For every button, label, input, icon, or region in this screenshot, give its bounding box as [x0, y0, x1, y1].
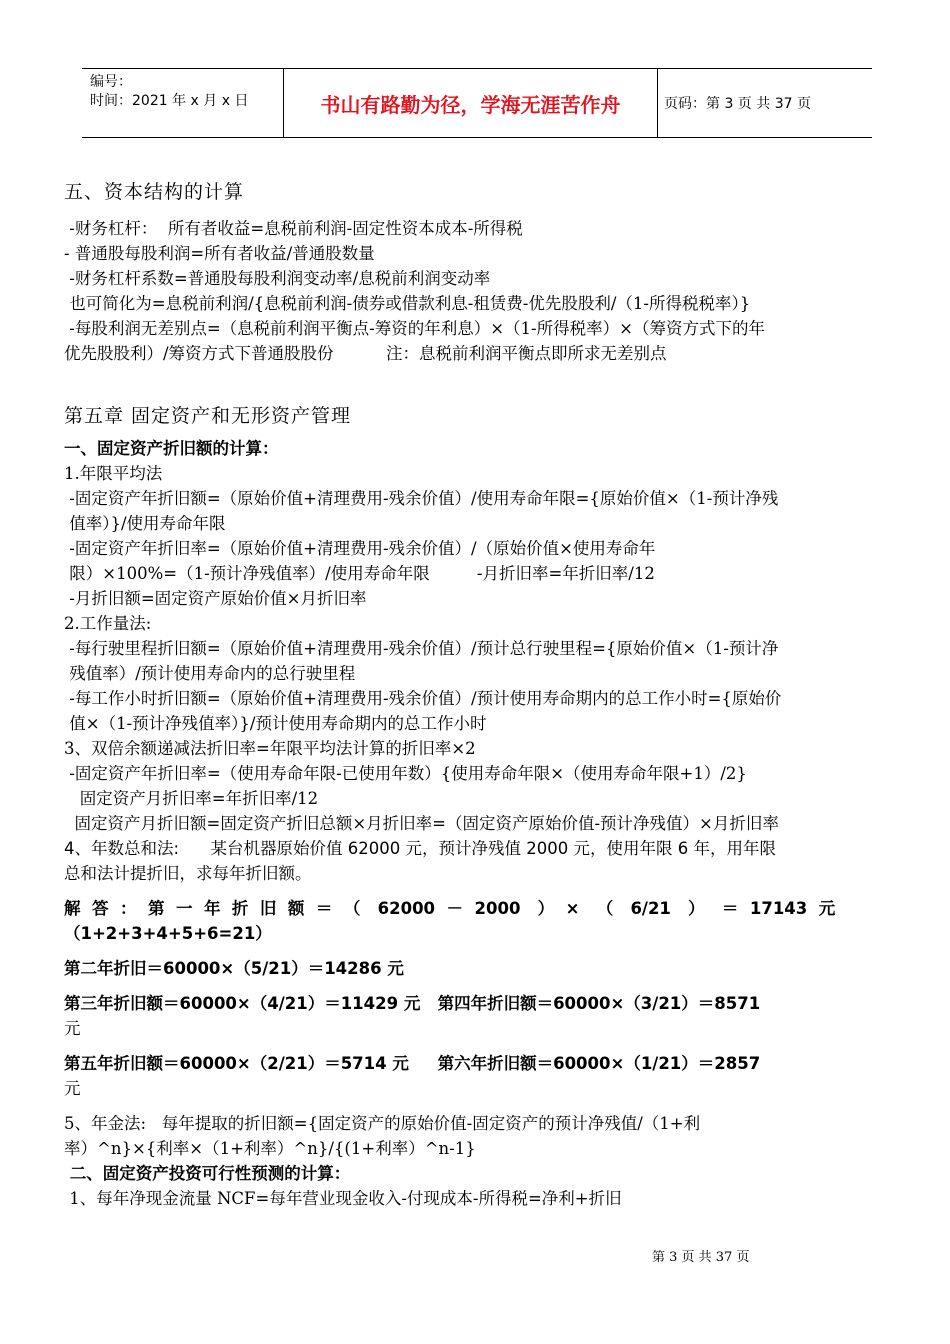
text-line: -每股利润无差别点=（息税前利润平衡点-筹资的年利息）×（1-所得税率）×（筹资方式下的年: [64, 319, 765, 338]
text-line: 残值率）/预计使用寿命内的总行驶里程: [64, 664, 356, 683]
text-line: 2.工作量法:: [64, 614, 152, 633]
text-line: 固定资产月折旧额=固定资产折旧总额×月折旧率=（固定资产原始价值-预计净残值）×月折旧率: [64, 814, 779, 833]
subsection-title: 一、固定资产折旧额的计算：: [64, 439, 279, 458]
header-number: 编号：: [90, 74, 132, 90]
section-title: 五、资本结构的计算: [64, 181, 245, 203]
text-line: -固定资产年折旧率=（使用寿命年限-已使用年数）{使用寿命年限×（使用寿命年限+1）/2}: [64, 764, 747, 783]
text-line: 率）^n}×{利率×（1+利率）^n}/{(1+利率）^n-1}: [64, 1139, 476, 1158]
text-line: 也可简化为=息税前利润/{息税前利润-债券或借款利息-租赁费-优先股股利/（1-所得税税率）}: [64, 294, 751, 313]
answer-line: 元: [64, 1079, 81, 1098]
text-line: -固定资产年折旧额=（原始价值+清理费用-残余价值）/使用寿命年限={原始价值×（1-预计净残: [64, 489, 779, 508]
page-header: [82, 68, 872, 138]
text-line: -财务杠杆系数=普通股每股利润变动率/息税前利润变动率: [64, 269, 491, 288]
answer-line: （1+2+3+4+5+6=21）: [64, 924, 272, 943]
answer-line: 第五年折旧额＝60000×（2/21）＝5714 元 第六年折旧额＝60000×（1/21）＝2857: [64, 1054, 761, 1073]
text-line: 3、双倍余额递减法折旧率=年限平均法计算的折旧率×2: [64, 739, 476, 758]
header-meta: [82, 69, 284, 137]
document-body: [64, 178, 894, 1211]
header-time: 时间：2021 年 x 月 x 日: [90, 93, 249, 109]
text-line: -月折旧额=固定资产原始价值×月折旧率: [64, 589, 367, 608]
answer-line: 第三年折旧额＝60000×（4/21）＝11429 元 第四年折旧额＝60000×（3/21）＝8571: [64, 994, 761, 1013]
answer-line: 解 答 ： 第 一 年 折 旧 额 ＝ （ 62000 － 2000 ） × （ 6/21 ） ＝ 17143 元: [64, 899, 836, 918]
text-line: - 普通股每股利润=所有者收益/普通股数量: [64, 244, 375, 263]
text-line: 5、年金法: 每年提取的折旧额={固定资产的原始价值-固定资产的预计净残值/（1+利: [64, 1114, 701, 1133]
subsection-title: 二、固定资产投资可行性预测的计算：: [64, 1164, 351, 1183]
text-line: 1、每年净现金流量 NCF=每年营业现金收入-付现成本-所得税=净利+折旧: [64, 1189, 622, 1208]
text-line: 优先股股利）/筹资方式下普通股股份 注：息税前利润平衡点即所求无差别点: [64, 344, 667, 363]
text-line: 固定资产月折旧率=年折旧率/12: [64, 789, 319, 808]
text-line: -财务杠杆： 所有者收益=息税前利润-固定性资本成本-所得税: [64, 219, 523, 238]
text-line: 值×（1-预计净残值率）}/预计使用寿命期内的总工作小时: [64, 714, 487, 733]
text-line: 值率）}/使用寿命年限: [64, 514, 226, 533]
answer-line: 元: [64, 1019, 81, 1038]
text-line: -固定资产年折旧率=（原始价值+清理费用-残余价值）/（原始价值×使用寿命年: [64, 539, 656, 558]
header-motto: 书山有路勤为径，学海无涯苦作舟: [284, 69, 658, 137]
answer-line: 第二年折旧＝60000×（5/21）＝14286 元: [64, 959, 404, 978]
chapter-lines: [64, 461, 894, 886]
page-footer: 第 3 页 共 37 页: [652, 1250, 750, 1265]
text-line: 限）×100%=（1-预计净残值率）/使用寿命年限 -月折旧率=年折旧率/12: [64, 564, 655, 583]
text-line: -每工作小时折旧额=（原始价值+清理费用-残余价值）/预计使用寿命期内的总工作小时={原始价: [64, 689, 782, 708]
header-page-number: 页码：第 3 页 共 37 页: [664, 96, 811, 112]
section-lines: [64, 216, 894, 366]
text-line: 1.年限平均法: [64, 464, 163, 483]
text-line: 4、年数总和法: 某台机器原始价值 62000 元，预计净残值 2000 元，使用年限 6 年，用年限: [64, 839, 776, 858]
text-line: -每行驶里程折旧额=（原始价值+清理费用-残余价值）/预计总行驶里程={原始价值×（1-预计净: [64, 639, 779, 658]
text-line: 总和法计提折旧，求每年折旧额。: [64, 864, 312, 883]
chapter-title: 第五章 固定资产和无形资产管理: [64, 405, 352, 427]
